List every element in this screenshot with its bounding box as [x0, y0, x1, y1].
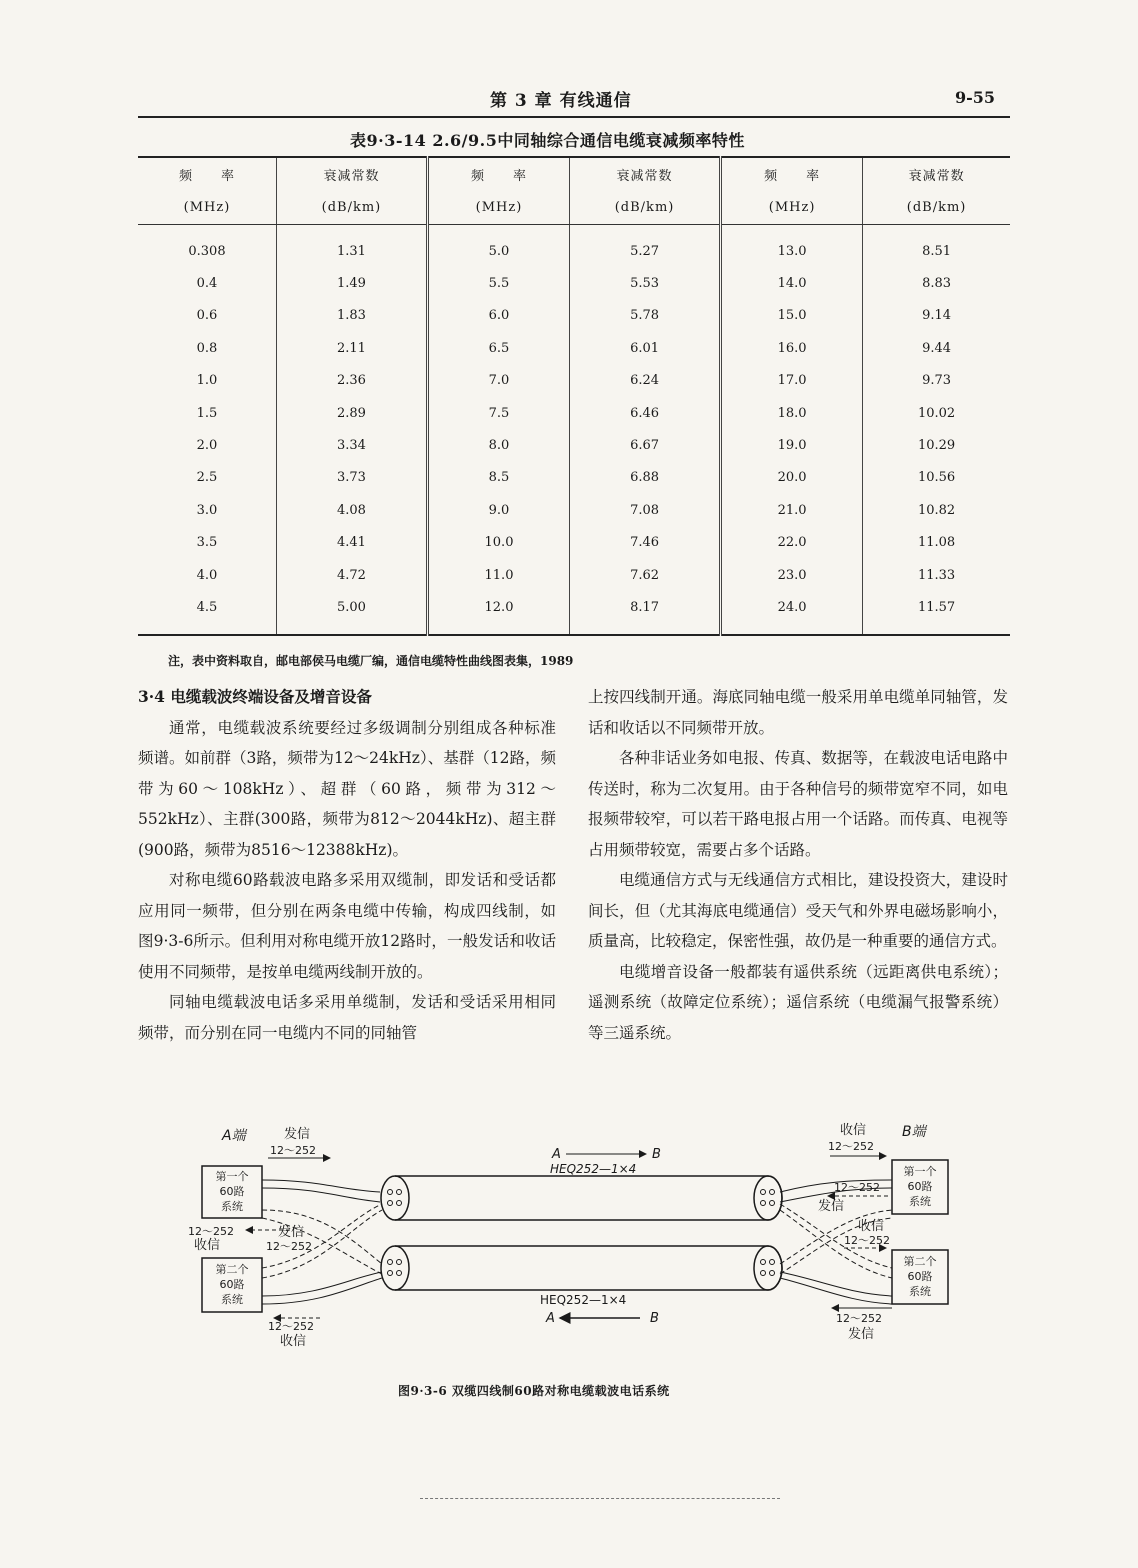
table-cell: 6.01: [570, 332, 721, 364]
b-recv-label: 收信: [840, 1123, 867, 1138]
table-cell: 5.00: [276, 591, 427, 634]
a-send-label: 发信: [284, 1127, 311, 1142]
b-recv2-band: 12～252: [844, 1234, 890, 1247]
table-cell: 7.08: [570, 494, 721, 526]
paragraph: 电缆增音设备一般都装有遥供系统（远距离供电系统）；遥测系统（故障定位系统）；遥信系统（电缆漏气报警系统）等三遥系统。: [588, 962, 1008, 1042]
col-header: 频 率: [721, 157, 863, 190]
table-row: [138, 429, 1010, 461]
col-unit: (dB/km): [276, 190, 427, 225]
table-cell: 15.0: [721, 300, 863, 332]
table-cell: 2.11: [276, 332, 427, 364]
table-cell: 1.5: [196, 405, 218, 421]
table-cell: 5.27: [570, 225, 721, 268]
col-header: 衰减常数: [570, 157, 721, 190]
table-cell: 11.0: [427, 559, 569, 591]
section-title: 3·4 电缆载波终端设备及增音设备: [138, 687, 372, 706]
table-cell: 1.31: [276, 225, 427, 268]
b-send2-label: 发信: [848, 1327, 875, 1342]
paragraph: 对称电缆60路载波电路多采用双缆制，即发话和受话都应用同一频带，但分别在两条电缆中传输，构成四线制，如图9·3-6所示。但利用对称电缆开放12路时，一般发话和收话使用不同频带，是按单电缆两线制开放的。: [138, 871, 556, 981]
box1-line: 第一个: [215, 1170, 249, 1183]
table-cell: 5.78: [570, 300, 721, 332]
table-header-row: [138, 157, 1010, 190]
box4-line: 系统: [909, 1285, 931, 1298]
col-header: 频 率: [178, 168, 235, 184]
paragraph: 上按四线制开通。海底同轴电缆一般采用单电缆单同轴管，发话和收话以不同频带开放。: [588, 688, 1008, 737]
b-send-label: 发信: [818, 1199, 845, 1214]
table-cell: 6.5: [427, 332, 569, 364]
table-row: [138, 225, 1010, 268]
box4-line: 第二个: [903, 1255, 937, 1268]
dir-bottom-a: A: [546, 1311, 555, 1326]
table-cell: 20.0: [721, 462, 863, 494]
table-row: [138, 462, 1010, 494]
col-header: 衰减常数: [276, 157, 427, 190]
table-row: [138, 332, 1010, 364]
col-unit: (dB/km): [570, 190, 721, 225]
attenuation-table: [138, 156, 1010, 636]
chapter-header: 第 3 章 有线通信: [490, 91, 632, 111]
cable-top: [381, 1176, 782, 1220]
table-cell: 7.0: [427, 365, 569, 397]
paragraph: 通常，电缆载波系统要经过多级调制分别组成各种标准频谱。如前群（3路，频带为12～24kHz）、基群（12路，频带为60～108kHz）、超群（60路，频带为312～552kHz）、主群(300路，频带为812～2044kHz)、超主群(900路，频带为8516～12388kHz)。: [138, 718, 556, 859]
table-cell: 2.0: [196, 438, 218, 454]
paragraph: 各种非话业务如电报、传真、数据等，在载波电话电路中传送时，称为二次复用。由于各种信号的频带宽窄不同，如电报频带较窄，可以若干路电报占用一个话路。而传真、电视等占用频带较宽，需要占多个话路。: [588, 749, 1008, 859]
table-cell: 0.8: [196, 340, 218, 356]
table-cell: 18.0: [721, 397, 863, 429]
table-cell: 3.0: [196, 502, 218, 518]
table-cell: 10.82: [863, 494, 1010, 526]
cable-system-diagram: [180, 1118, 980, 1358]
table-cell: 7.62: [570, 559, 721, 591]
b-recv-band: 12～252: [828, 1140, 874, 1153]
table-unit-row: [138, 190, 1010, 225]
table-cell: 6.88: [570, 462, 721, 494]
table-cell: 9.0: [427, 494, 569, 526]
table-cell: 2.89: [276, 397, 427, 429]
table-cell: 4.08: [276, 494, 427, 526]
col-unit: (dB/km): [863, 190, 1010, 225]
a-send-band: 12～252: [270, 1144, 316, 1157]
table-row: [138, 527, 1010, 559]
a-end-label: A端: [222, 1128, 246, 1144]
b-end-label: B端: [902, 1124, 926, 1140]
table-cell: 8.83: [863, 267, 1010, 299]
table-cell: 13.0: [721, 225, 863, 268]
page-number: 9-55: [955, 88, 996, 107]
table-cell: 12.0: [427, 591, 569, 634]
table-cell: 24.0: [721, 591, 863, 634]
table-cell: 8.5: [427, 462, 569, 494]
table-cell: 9.14: [863, 300, 1010, 332]
table-cell: 2.36: [276, 365, 427, 397]
table-cell: 8.17: [570, 591, 721, 634]
cable-bottom-label: HEQ252—1×4: [540, 1293, 627, 1307]
table-cell: 1.0: [196, 373, 218, 389]
table-cell: 1.49: [276, 267, 427, 299]
box3-line: 系统: [909, 1195, 931, 1208]
table-note: 注，表中资料取自，邮电部侯马电缆厂编，通信电缆特性曲线图表集，1989: [168, 654, 574, 668]
a-send2-label: 发信: [278, 1225, 305, 1240]
box4-line: 60路: [907, 1270, 933, 1283]
a-recv-label: 收信: [194, 1238, 221, 1253]
box2-line: 系统: [221, 1293, 243, 1306]
cable-top-label: HEQ252—1×4: [550, 1162, 637, 1176]
paragraph: 同轴电缆载波电话多采用单缆制，发话和受话采用相同频带，而分别在同一电缆内不同的同轴管: [138, 993, 556, 1042]
header-rule: [138, 116, 1010, 118]
table-cell: 1.83: [276, 300, 427, 332]
table-cell: 6.46: [570, 397, 721, 429]
right-column: [588, 682, 1008, 1048]
table-row: [138, 591, 1010, 634]
box2-line: 60路: [219, 1278, 245, 1291]
table-cell: 5.5: [427, 267, 569, 299]
col-header: 衰减常数: [863, 157, 1010, 190]
table-cell: 4.5: [196, 599, 218, 615]
table-cell: 0.6: [196, 308, 218, 324]
table-title: 表9·3-14 2.6/9.5中同轴综合通信电缆衰减频率特性: [350, 131, 745, 150]
table-cell: 4.72: [276, 559, 427, 591]
table-cell: 2.5: [196, 470, 218, 486]
a-recv2-label: 收信: [280, 1334, 307, 1349]
left-column: [138, 682, 556, 1048]
table-row: [138, 559, 1010, 591]
table-cell: 6.24: [570, 365, 721, 397]
a-send2-band: 12～252: [266, 1240, 312, 1253]
table-cell: 6.0: [427, 300, 569, 332]
table-cell: 11.57: [863, 591, 1010, 634]
table-cell: 8.51: [863, 225, 1010, 268]
table-cell: 0.308: [188, 243, 226, 259]
paragraph: 电缆通信方式与无线通信方式相比，建设投资大，建设时间长，但（尤其海底电缆通信）受天气和外界电磁场影响小，质量高，比较稳定，保密性强，故仍是一种重要的通信方式。: [588, 871, 1008, 950]
table-cell: 21.0: [721, 494, 863, 526]
col-header: 频 率: [427, 157, 569, 190]
box3-line: 第一个: [903, 1165, 937, 1178]
table-cell: 8.0: [427, 429, 569, 461]
table-cell: 11.08: [863, 527, 1010, 559]
box1-line: 60路: [219, 1185, 245, 1198]
table-cell: 10.56: [863, 462, 1010, 494]
dir-bottom-b: B: [650, 1311, 659, 1326]
table-cell: 10.02: [863, 397, 1010, 429]
table-cell: 6.67: [570, 429, 721, 461]
table-row: [138, 365, 1010, 397]
table-row: [138, 397, 1010, 429]
table-cell: 9.73: [863, 365, 1010, 397]
col-unit: (MHz): [138, 190, 276, 225]
table-cell: 9.44: [863, 332, 1010, 364]
a-recv-band: 12～252: [188, 1225, 234, 1238]
b-send2-band: 12～252: [836, 1312, 882, 1325]
box2-line: 第二个: [215, 1263, 249, 1276]
figure-caption: 图9·3-6 双缆四线制60路对称电缆载波电话系统: [398, 1384, 670, 1398]
table-cell: 10.29: [863, 429, 1010, 461]
table-cell: 4.0: [196, 567, 218, 583]
table-cell: 4.41: [276, 527, 427, 559]
b-recv2-label: 收信: [858, 1219, 885, 1234]
table-cell: 22.0: [721, 527, 863, 559]
b-send-band: 12～252: [834, 1181, 880, 1194]
table-cell: 19.0: [721, 429, 863, 461]
footer-rule: [420, 1498, 780, 1499]
table-row: [138, 300, 1010, 332]
table-row: [138, 494, 1010, 526]
table-row: [138, 267, 1010, 299]
table-cell: 0.4: [196, 276, 218, 292]
box1-line: 系统: [221, 1200, 243, 1213]
table-cell: 3.73: [276, 462, 427, 494]
table-cell: 11.33: [863, 559, 1010, 591]
table-cell: 5.53: [570, 267, 721, 299]
a-recv2-band: 12～252: [268, 1320, 314, 1333]
dir-top-b: B: [652, 1147, 661, 1162]
table-cell: 17.0: [721, 365, 863, 397]
table-cell: 7.46: [570, 527, 721, 559]
table-cell: 14.0: [721, 267, 863, 299]
table-cell: 23.0: [721, 559, 863, 591]
dir-top-a: A: [552, 1147, 561, 1162]
box3-line: 60路: [907, 1180, 933, 1193]
col-unit: (MHz): [427, 190, 569, 225]
table-cell: 7.5: [427, 397, 569, 429]
table-cell: 16.0: [721, 332, 863, 364]
col-unit: (MHz): [721, 190, 863, 225]
table-cell: 5.0: [427, 225, 569, 268]
table-cell: 3.5: [196, 535, 218, 551]
table-cell: 3.34: [276, 429, 427, 461]
cable-bottom: [381, 1246, 782, 1290]
table-cell: 10.0: [427, 527, 569, 559]
